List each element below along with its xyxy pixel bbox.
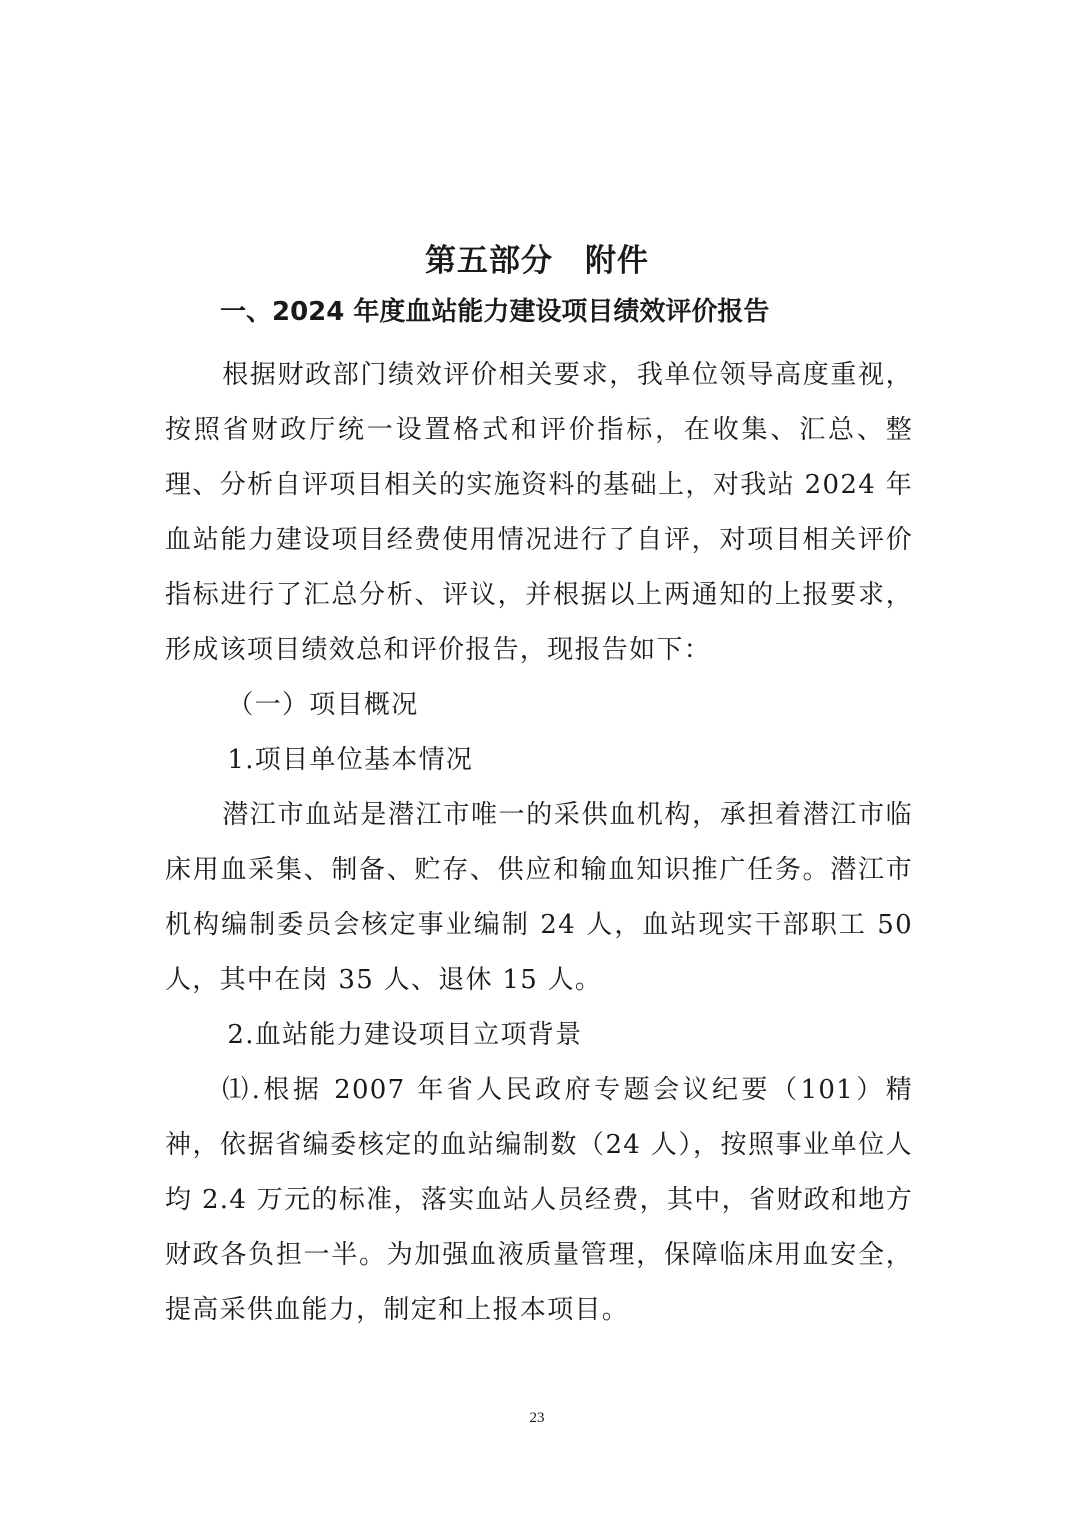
- page-number: 23: [529, 1410, 545, 1426]
- heading-unit-basic-info: 1.项目单位基本情况: [227, 745, 474, 775]
- heading-project-background: 2.血站能力建设项目立项背景: [227, 1020, 583, 1050]
- paragraph-unit-info: 潜江市血站是潜江市唯一的采供血机构，承担着潜江市临床用血采集、制备、贮存、供应和输血知识推广任务。潜江市机构编制委员会核定事业编制 24 人，血站现实干部职工 50 人，其中在岗 35 人、退休 15 人。: [165, 800, 913, 995]
- heading-project-overview: （一）项目概况: [227, 690, 419, 720]
- document-body: [165, 348, 913, 1338]
- paragraph-intro: 根据财政部门绩效评价相关要求，我单位领导高度重视，按照省财政厅统一设置格式和评价指标，在收集、汇总、整理、分析自评项目相关的实施资料的基础上，对我站 2024 年血站能力建设项目经费使用情况进行了自评，对项目相关评价指标进行了汇总分析、评议，并根据以上两通知的上报要求，形成该项目绩效总和评价报告，现报告如下：: [165, 360, 913, 665]
- paragraph-background: ⑴.根据 2007 年省人民政府专题会议纪要（101）精神，依据省编委核定的血站编制数（24 人），按照事业单位人均 2.4 万元的标准，落实血站人员经费，其中，省财政和地方财政各负担一半。为加强血液质量管理，保障临床用血安全，提高采供血能力，制定和上报本项目。: [165, 1075, 913, 1325]
- part-title: 第五部分 附件: [425, 243, 649, 279]
- section-title: 一、2024 年度血站能力建设项目绩效评价报告: [220, 297, 770, 327]
